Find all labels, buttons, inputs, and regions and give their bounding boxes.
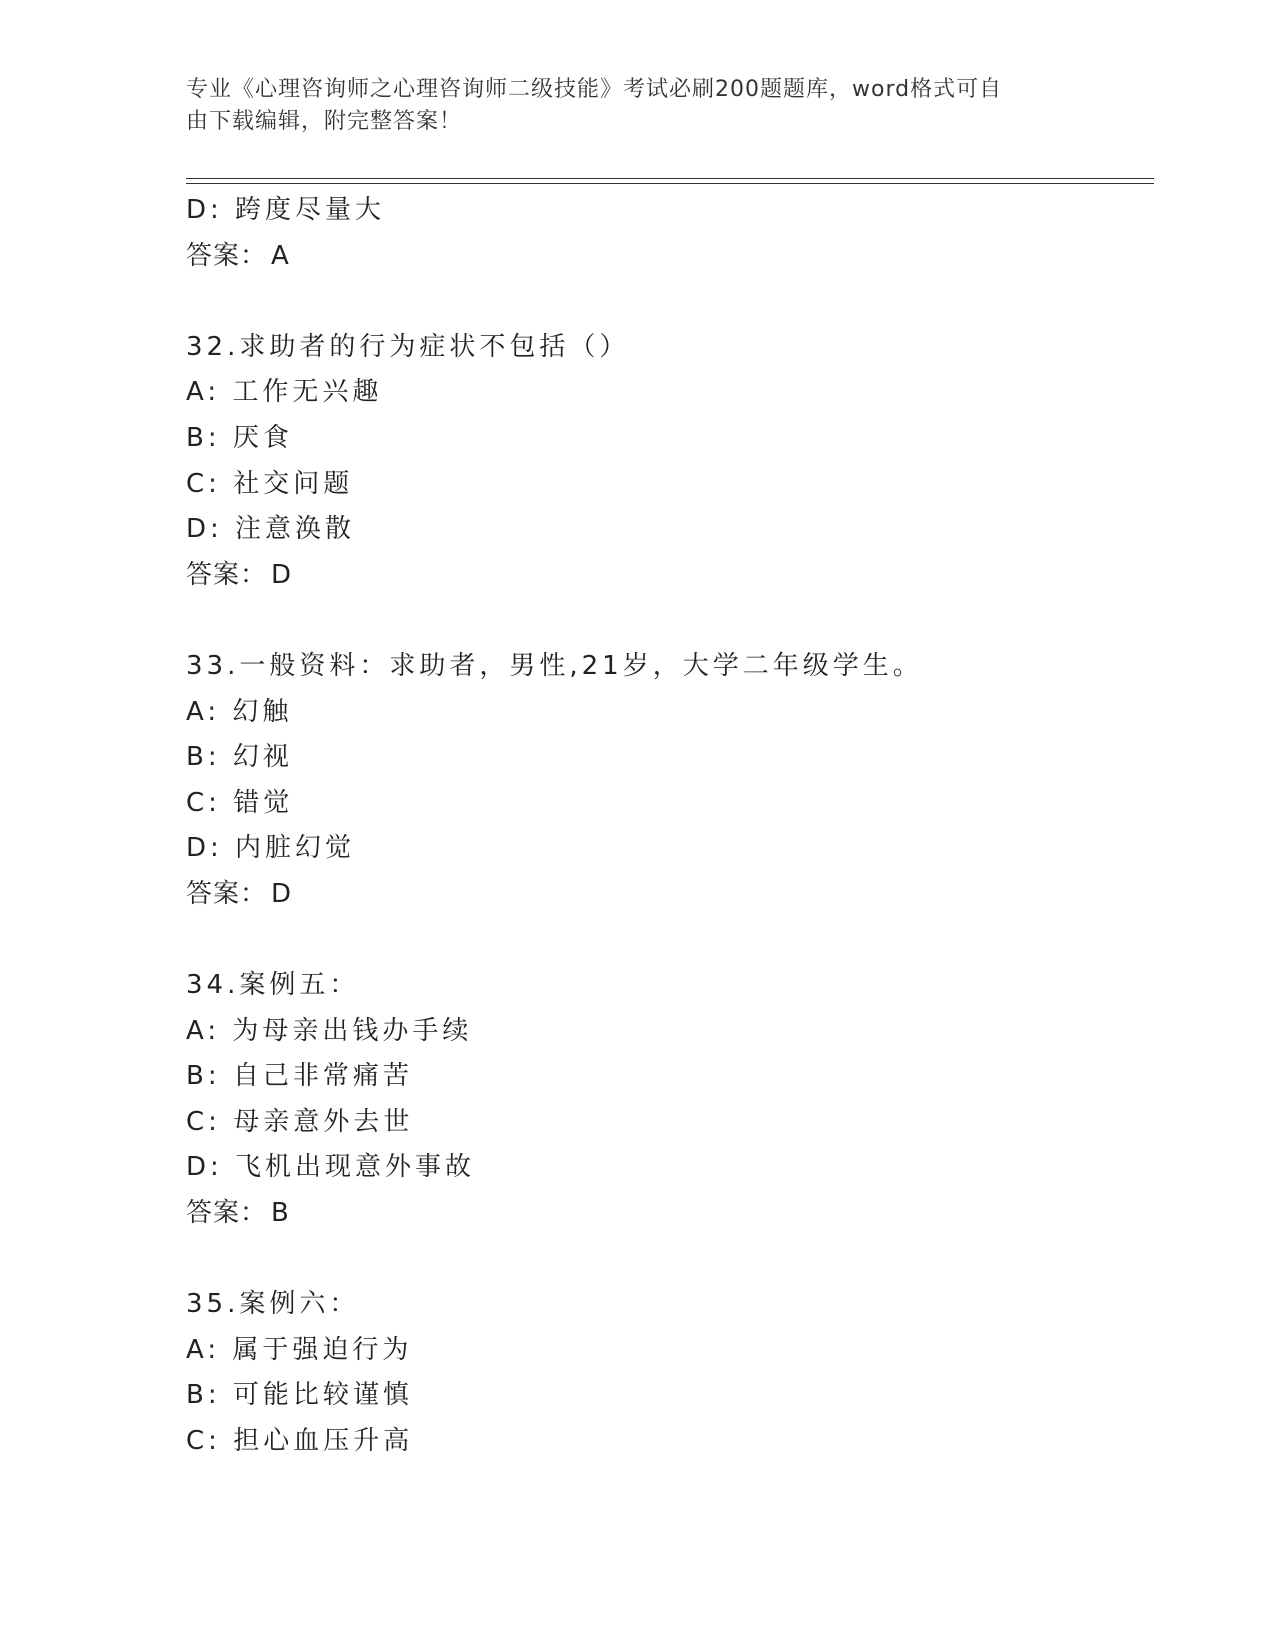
option-letter: A: (186, 377, 221, 408)
option-a (186, 690, 1154, 736)
question-31-tail (186, 188, 1154, 279)
question-stem: 32.求助者的行为症状不包括（） (186, 331, 630, 362)
header-divider-bottom (186, 183, 1154, 184)
option-text: 幻视 (232, 742, 293, 773)
option-letter: C: (186, 1426, 221, 1457)
option-letter: C: (186, 787, 221, 818)
question-35 (186, 1282, 1154, 1464)
question-gap (186, 1237, 1154, 1283)
option-letter: D: (186, 833, 223, 864)
option-letter: C: (186, 468, 221, 499)
answer-line (186, 234, 1154, 280)
option-c (186, 781, 1154, 827)
answer-line (186, 1191, 1154, 1237)
question-34 (186, 963, 1154, 1237)
option-d (186, 826, 1154, 872)
option-c (186, 1419, 1154, 1465)
header-title-line-2: 由下载编辑，附完整答案！ (186, 109, 463, 134)
document-header (186, 74, 1066, 138)
answer-label: 答案： (186, 1198, 268, 1229)
option-letter: B: (186, 1061, 221, 1092)
question-gap (186, 598, 1154, 644)
option-letter: A: (186, 1015, 221, 1046)
answer-value: D (271, 878, 293, 909)
question-33 (186, 644, 1154, 918)
option-text: 社交问题 (233, 468, 354, 499)
option-b (186, 1373, 1154, 1419)
option-d (186, 188, 1154, 234)
option-text: 幻触 (232, 696, 293, 727)
option-text: 厌食 (232, 422, 293, 453)
option-letter: B: (186, 422, 221, 453)
answer-label: 答案： (186, 878, 268, 909)
option-a (186, 1328, 1154, 1374)
option-letter: D: (186, 195, 223, 225)
answer-value: A (271, 240, 290, 271)
answer-line (186, 872, 1154, 918)
option-letter: B: (186, 1380, 221, 1411)
option-text: 跨度尽量大 (235, 195, 386, 225)
option-a (186, 370, 1154, 416)
option-letter: A: (186, 1334, 221, 1365)
option-text: 注意涣散 (235, 514, 356, 545)
question-stem: 33.一般资料：求助者，男性,21岁，大学二年级学生。 (186, 650, 923, 681)
option-b (186, 416, 1154, 462)
option-text: 为母亲出钱办手续 (232, 1015, 473, 1046)
question-32 (186, 325, 1154, 599)
option-d (186, 507, 1154, 553)
option-letter: D: (186, 1152, 223, 1183)
option-text: 错觉 (233, 787, 294, 818)
option-letter: A: (186, 696, 221, 727)
option-text: 飞机出现意外事故 (235, 1152, 476, 1183)
question-gap (186, 918, 1154, 964)
answer-label: 答案： (186, 240, 268, 271)
option-text: 工作无兴趣 (232, 377, 383, 408)
header-title-line-1: 专业《心理咨询师之心理咨询师二级技能》考试必刷200题题库，word格式可自 (186, 77, 1003, 102)
option-b (186, 735, 1154, 781)
option-letter: C: (186, 1106, 221, 1137)
option-b (186, 1054, 1154, 1100)
option-text: 可能比较谨慎 (232, 1380, 413, 1411)
option-d (186, 1145, 1154, 1191)
option-text: 担心血压升高 (233, 1426, 414, 1457)
option-a (186, 1009, 1154, 1055)
option-letter: B: (186, 742, 221, 773)
question-stem: 34.案例五： (186, 970, 360, 1001)
answer-value: B (271, 1198, 290, 1229)
answer-label: 答案： (186, 559, 268, 590)
header-divider-top (186, 178, 1154, 179)
question-list (186, 188, 1154, 1465)
option-text: 内脏幻觉 (235, 833, 356, 864)
question-gap (186, 279, 1154, 325)
answer-value: D (271, 559, 293, 590)
option-c (186, 462, 1154, 508)
option-letter: D: (186, 514, 223, 545)
option-text: 母亲意外去世 (233, 1106, 414, 1137)
answer-line (186, 553, 1154, 599)
option-text: 自己非常痛苦 (232, 1061, 413, 1092)
option-text: 属于强迫行为 (232, 1334, 413, 1365)
option-c (186, 1100, 1154, 1146)
question-stem: 35.案例六： (186, 1289, 360, 1320)
